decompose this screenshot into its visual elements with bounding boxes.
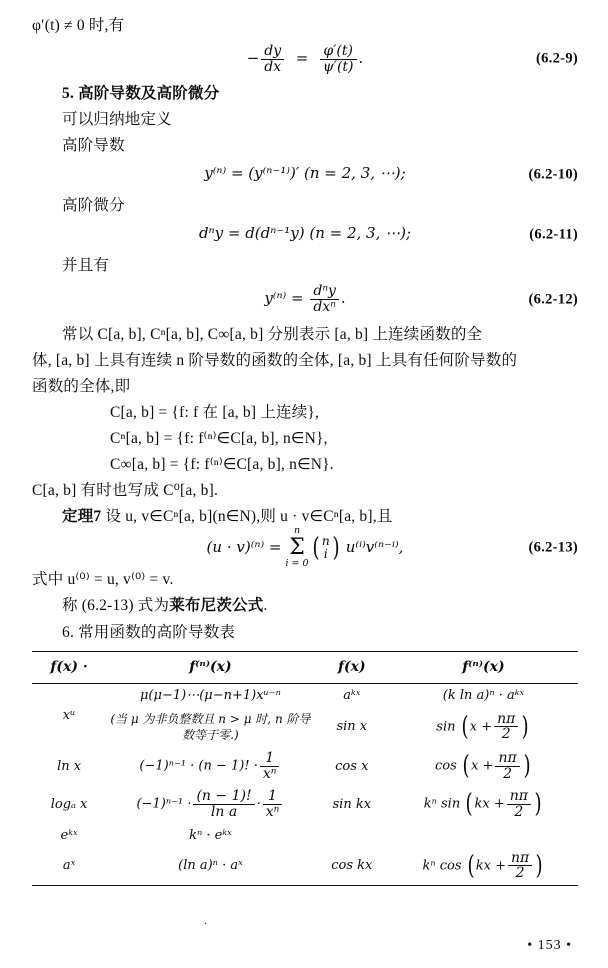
table-bottom-rule xyxy=(32,885,578,886)
cell-fx-x-mu: xᵘ xyxy=(62,707,76,723)
cell-fx-log-a-x: logₐ x xyxy=(50,796,88,812)
page-number: • 153 • xyxy=(527,938,572,953)
table-header-fx-left: f(x) · xyxy=(50,658,88,675)
frac-npi-2: $\frac{n\pi}{2}$ xyxy=(508,851,532,881)
summation-symbol: n Σ i = 0 xyxy=(285,524,309,570)
cell-fx-cos-kx: cos kx xyxy=(331,858,373,874)
cell-empty-fx xyxy=(315,824,389,847)
equation-number-6-2-12: (6.2-12) xyxy=(528,291,578,308)
frac-1-xn: $\frac{1}{\text{xⁿ}}$ xyxy=(260,751,280,781)
theorem-7 xyxy=(32,505,578,529)
cell-dn-x-mu: μ(μ−1)⋯(μ−n+1)xᵘ⁻ⁿ xyxy=(139,687,281,703)
equation-6-2-10-body: y⁽ⁿ⁾ = (y⁽ⁿ⁻¹⁾)′ (n = 2, 3, ⋯); xyxy=(204,164,406,183)
equation-number-6-2-13: (6.2-13) xyxy=(528,539,578,556)
line-where: 式中 u⁽⁰⁾ = u, v⁽⁰⁾ = v. xyxy=(32,571,174,589)
equation-6-2-9 xyxy=(32,44,578,74)
equation-number-6-2-9: (6.2-9) xyxy=(536,50,578,67)
paragraph-sets-line-3: 函数的全体,即 xyxy=(32,377,131,395)
paragraph-sets-line-2: 体, [a, b] 上具有连续 n 阶导数的函数的全体, [a, b] 上具有任何阶导数的 xyxy=(32,351,518,369)
cell-dn-log-a-x: (−1)ⁿ⁻¹ · $\frac{(n - 1)!}{\text{ln a}}$ · $\frac{1}{\text{xⁿ}}$ xyxy=(106,785,315,823)
equation-number-6-2-10: (6.2-10) xyxy=(528,166,578,183)
line-leibniz xyxy=(32,594,578,618)
paren-left: ( xyxy=(467,850,475,881)
table-row xyxy=(32,684,578,707)
frac-dny-dxn: $\frac{\text{dⁿy}}{\text{dxⁿ}}$ xyxy=(310,284,339,314)
table-row xyxy=(32,707,578,747)
frac-1-xn: $\frac{1}{\text{xⁿ}}$ xyxy=(263,789,283,819)
table-header-dn-left: f⁽ⁿ⁾(x) xyxy=(189,658,232,675)
equation-6-2-13 xyxy=(32,524,578,570)
page-dot-mark: . xyxy=(204,913,207,927)
equation-number-6-2-11: (6.2-11) xyxy=(529,226,578,243)
leibniz-prefix: 称 (6.2-13) 式为 xyxy=(62,597,170,615)
intro-line: φ′(t) ≠ 0 时,有 xyxy=(32,17,125,34)
paren-left: ( xyxy=(462,751,470,782)
frac-n-1-fact-ln-a: $\frac{(n - 1)!}{\text{ln a}}$ xyxy=(193,789,254,819)
line-induction: 可以归纳地定义 xyxy=(62,111,172,129)
equation-6-2-9-body: − $\frac{dy}{dx}$ = $\frac{\varphi'(t)}{\psi'(t)}$ . xyxy=(246,43,364,75)
frac-phi-psi: $\frac{\varphi'(t)}{\psi'(t)}$ xyxy=(320,44,357,74)
paren-right: ) xyxy=(523,751,531,782)
definition-Cn: Cⁿ[a, b] = {f: f⁽ⁿ⁾∈C[a, b], n∈N}, xyxy=(110,429,328,447)
cell-dn-e-kx: kⁿ · eᵏˣ xyxy=(189,827,232,843)
binomial-right-paren: ) xyxy=(332,532,340,563)
equation-6-2-12-body: y⁽ⁿ⁾ = $\frac{\text{dⁿy}}{\text{dxⁿ}}$ . xyxy=(264,283,346,316)
cell-fx-a-kx: aᵏˣ xyxy=(343,687,361,703)
frac-dy-dx: $\frac{dy}{dx}$ xyxy=(261,44,284,74)
line-and: 并且有 xyxy=(62,257,110,275)
label-high-order-derivative: 高阶导数 xyxy=(62,137,125,155)
theorem-label: 定理7 xyxy=(62,507,102,525)
definition-C-infinity: C∞[a, b] = {f: f⁽ⁿ⁾∈C[a, b], n∈N}. xyxy=(110,455,334,473)
paren-left: ( xyxy=(461,711,469,742)
table-row xyxy=(32,747,578,785)
heading-5: 5. 高阶导数及高阶微分 xyxy=(62,85,220,103)
definition-C: C[a, b] = {f: f 在 [a, b] 上连续}, xyxy=(110,403,320,421)
cell-dn-a-kx: (k ln a)ⁿ · aᵏˣ xyxy=(442,687,525,703)
paragraph-sets-line-1: 常以 C[a, b], Cⁿ[a, b], C∞[a, b] 分别表示 [a, b] 上连续函数的全 xyxy=(62,325,483,343)
cell-dn-cos-x: cos ( x + $\frac{n\pi}{2}$ ) xyxy=(435,749,531,782)
frac-npi-2: $\frac{n\pi}{2}$ xyxy=(495,751,519,781)
leibniz-formula-name: 莱布尼茨公式 xyxy=(169,597,264,615)
page-content xyxy=(32,14,578,886)
frac-npi-2: $\frac{n\pi}{2}$ xyxy=(494,712,518,742)
cell-fx-cos-x: cos x xyxy=(335,758,369,774)
cell-dn-sin-kx: kⁿ sin ( kx + $\frac{n\pi}{2}$ ) xyxy=(423,788,542,820)
equation-6-2-11-body: dⁿy = d(dⁿ⁻¹y) (n = 2, 3, ⋯); xyxy=(198,224,412,243)
binomial-coefficient: n i xyxy=(321,532,330,561)
cell-fx-ln-x: ln x xyxy=(57,758,82,774)
cell-fx-e-kx: eᵏˣ xyxy=(60,827,78,843)
leibniz-suffix: . xyxy=(263,597,268,615)
cell-empty-dn xyxy=(389,824,578,847)
cell-dn-cos-kx: kⁿ cos ( kx + $\frac{n\pi}{2}$ ) xyxy=(422,849,543,882)
paren-right: ) xyxy=(535,850,543,881)
equation-6-2-11 xyxy=(32,224,578,246)
cell-fx-a-x: aˣ xyxy=(62,858,76,874)
theorem-text: 设 u, v∈Cⁿ[a, b](n∈N),则 u · v∈Cⁿ[a, b],且 xyxy=(105,507,393,525)
table-row xyxy=(32,824,578,847)
table-header-row xyxy=(32,652,578,683)
equation-6-2-12 xyxy=(32,284,578,314)
cell-dn-ln-x: (−1)ⁿ⁻¹ · (n − 1)! · $\frac{1}{\text{xⁿ}}$ xyxy=(106,747,315,785)
cell-note-x-mu: (当 μ 为非负整数且 n > μ 时, n 阶导数等于零.) xyxy=(110,711,311,742)
equation-6-2-10 xyxy=(32,164,578,186)
derivative-table xyxy=(32,652,578,886)
cell-dn-sin-x: sin ( x + $\frac{n\pi}{2}$ ) xyxy=(436,710,530,743)
cell-dn-a-x: (ln a)ⁿ · aˣ xyxy=(178,858,243,874)
table-header-dn-right: f⁽ⁿ⁾(x) xyxy=(462,658,505,675)
paren-right: ) xyxy=(534,789,542,820)
table-header-fx-right: f(x) xyxy=(337,658,366,675)
paren-left: ( xyxy=(465,789,473,820)
table-row xyxy=(32,785,578,823)
heading-6: 6. 常用函数的高阶导数表 xyxy=(62,623,236,641)
cell-fx-sin-x: sin x xyxy=(336,719,368,735)
paren-right: ) xyxy=(521,711,530,742)
derivative-table-wrapper xyxy=(32,651,578,887)
binomial-left-paren: ( xyxy=(312,532,320,563)
label-high-order-differential: 高阶微分 xyxy=(62,197,125,215)
table-row xyxy=(32,847,578,885)
cell-fx-sin-kx: sin kx xyxy=(332,796,372,812)
line-C0-note: C[a, b] 有时也写成 C⁰[a, b]. xyxy=(32,481,219,499)
equation-6-2-13-body: (u · v)⁽ⁿ⁾ = n Σ i = 0 ( n i ) u⁽ⁱ⁾v⁽ⁿ⁻ⁱ⁾, xyxy=(206,524,404,570)
frac-npi-2: $\frac{n\pi}{2}$ xyxy=(507,789,531,819)
